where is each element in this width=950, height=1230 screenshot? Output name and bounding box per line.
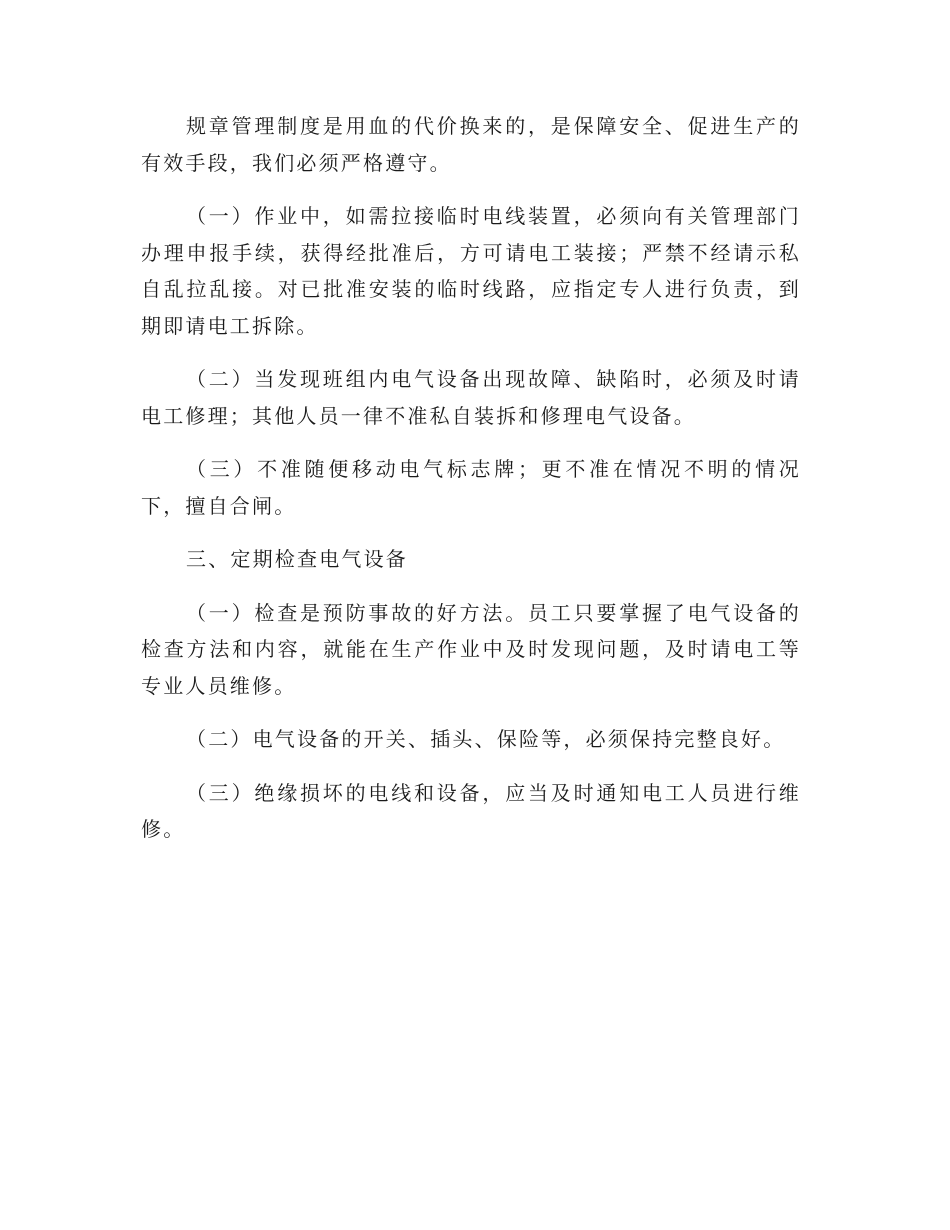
paragraph-item-1-temporary-wiring: （一）作业中，如需拉接临时电线装置，必须向有关管理部门办理申报手续，获得经批准后，方可请电工装接；严禁不经请示私自乱拉乱接。对已批准安装的临时线路，应指定专人进行负责，到期即请电工拆除。 <box>141 204 801 338</box>
paragraph-item-2-equipment-repair: （二）当发现班组内电气设备出现故障、缺陷时，必须及时请电工修理；其他人员一律不准私自装拆和修理电气设备。 <box>141 367 801 428</box>
document-body <box>141 108 801 865</box>
paragraph-intro: 规章管理制度是用血的代价换来的，是保障安全、促进生产的有效手段，我们必须严格遵守。 <box>141 114 801 175</box>
paragraph-item-3-warning-signs: （三）不准随便移动电气标志牌；更不准在情况不明的情况下，擅自合闸。 <box>141 457 801 518</box>
paragraph-inspection-3: （三）绝缘损坏的电线和设备，应当及时通知电工人员进行维修。 <box>141 780 801 841</box>
section-heading-inspection: 三、定期检查电气设备 <box>186 547 408 571</box>
paragraph-inspection-1: （一）检查是预防事故的好方法。员工只要掌握了电气设备的检查方法和内容，就能在生产作业中及时发现问题，及时请电工等专业人员维修。 <box>141 600 801 698</box>
paragraph-inspection-2: （二）电气设备的开关、插头、保险等，必须保持完整良好。 <box>186 727 786 751</box>
